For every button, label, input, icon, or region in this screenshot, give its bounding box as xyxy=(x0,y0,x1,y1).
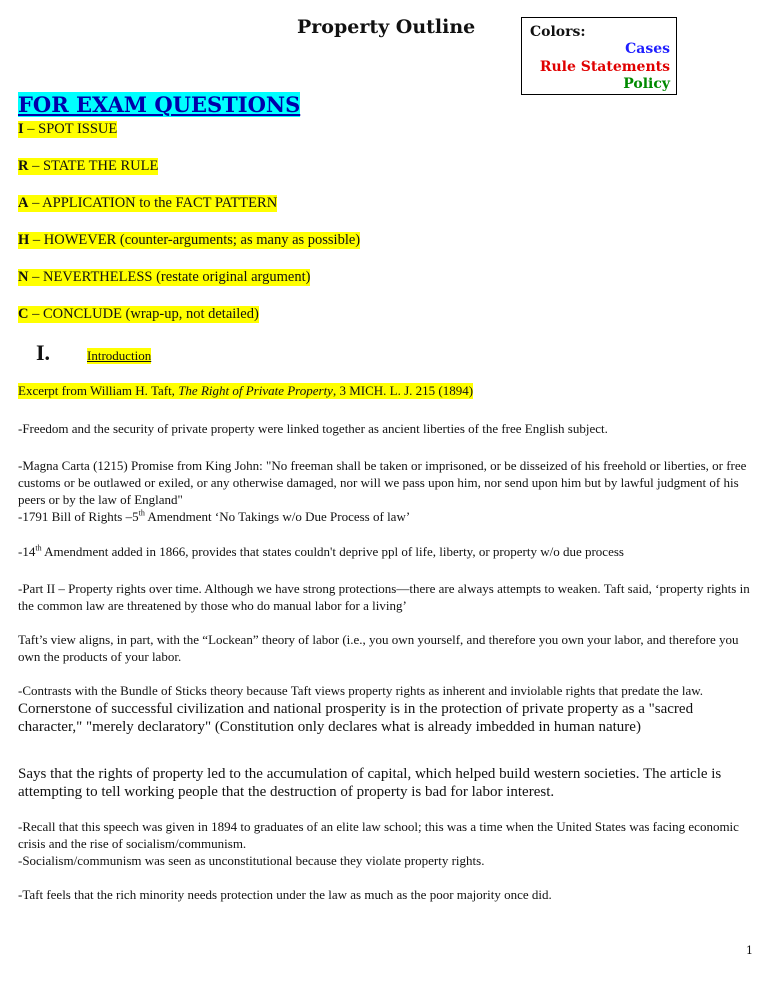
legend-heading: Colors: xyxy=(530,24,586,40)
legend-cases: Cases xyxy=(625,41,670,57)
paragraph-magna-carta: -Magna Carta (1215) Promise from King John: "No freeman shall be taken or imprisoned, or be disseized of his freehold or liberties, or free customs or be outlawed or exiled, or any otherwise damaged, nor will we pass upon him, nor send upon him but by lawful judgment of his peers or by the law of England" xyxy=(18,458,747,507)
ireh-step-nevertheless: N – NEVERTHELESS (restate original argument) xyxy=(18,269,311,285)
ireh-step-issue: I – SPOT ISSUE xyxy=(18,121,118,137)
ireh-step-however: H – HOWEVER (counter-arguments; as many as possible) xyxy=(18,232,361,248)
paragraph-part-ii: -Part II – Property rights over time. Although we have strong protections—there are always attempts to weaken. Taft said, ‘property rights in the common law are threatened by those who do manual labor for a living’ xyxy=(18,581,750,613)
legend-rule-statements: Rule Statements xyxy=(539,59,670,75)
paragraph-freedom: -Freedom and the security of private property were linked together as ancient liberties of the free English subject. xyxy=(18,421,608,436)
paragraph-socialism: -Socialism/communism was seen as unconstitutional because they violate property rights. xyxy=(18,853,485,868)
document-title: Property Outline xyxy=(297,16,476,38)
ireh-step-conclude: C – CONCLUDE (wrap-up, not detailed) xyxy=(18,306,259,322)
page-number: 1 xyxy=(746,944,753,957)
legend-policy: Policy xyxy=(623,76,670,92)
paragraph-lockean-theory: Taft’s view aligns, in part, with the “Lockean” theory of labor (i.e., you own yourself, and therefore you own your labor, and therefore you own the products of your labor. xyxy=(18,632,739,664)
excerpt-citation: Excerpt from William H. Taft, The Right of Private Property, 3 MICH. L. J. 215 (1894) xyxy=(18,383,474,398)
paragraph-14th-amendment: -14th Amendment added in 1866, provides that states couldn't deprive ppl of life, liberty, or property w/o due process xyxy=(18,543,624,559)
paragraph-capital-accumulation: Says that the rights of property led to the accumulation of capital, which helped build western societies. The article is attempting to tell working people that the destruction of property is bad for labor interest. xyxy=(18,766,722,800)
ireh-step-rule: R – STATE THE RULE xyxy=(18,158,159,174)
color-legend xyxy=(521,17,677,95)
paragraph-speech-context: -Recall that this speech was given in 1894 to graduates of an elite law school; this was a time when the United States was facing economic crisis and the rise of socialism/communism. xyxy=(18,819,739,851)
paragraph-bill-of-rights: -1791 Bill of Rights –5th Amendment ‘No Takings w/o Due Process of law’ xyxy=(18,508,411,524)
paragraph-bundle-of-sticks: -Contrasts with the Bundle of Sticks theory because Taft views property rights as inherent and inviolable rights that predate the law. Cornerstone of successful civilization and national prosperity is in the protection of private property as a "sacred character," "merely declaratory" (Constitution only declares what is already imbedded in human nature) xyxy=(18,683,704,735)
exam-questions-heading: FOR EXAM QUESTIONS xyxy=(18,92,301,117)
section-number: I. xyxy=(36,340,51,365)
section-title: Introduction xyxy=(87,348,152,363)
paragraph-rich-minority: -Taft feels that the rich minority needs protection under the law as much as the poor majority once did. xyxy=(18,887,552,902)
ireh-step-application: A – APPLICATION to the FACT PATTERN xyxy=(18,195,278,211)
